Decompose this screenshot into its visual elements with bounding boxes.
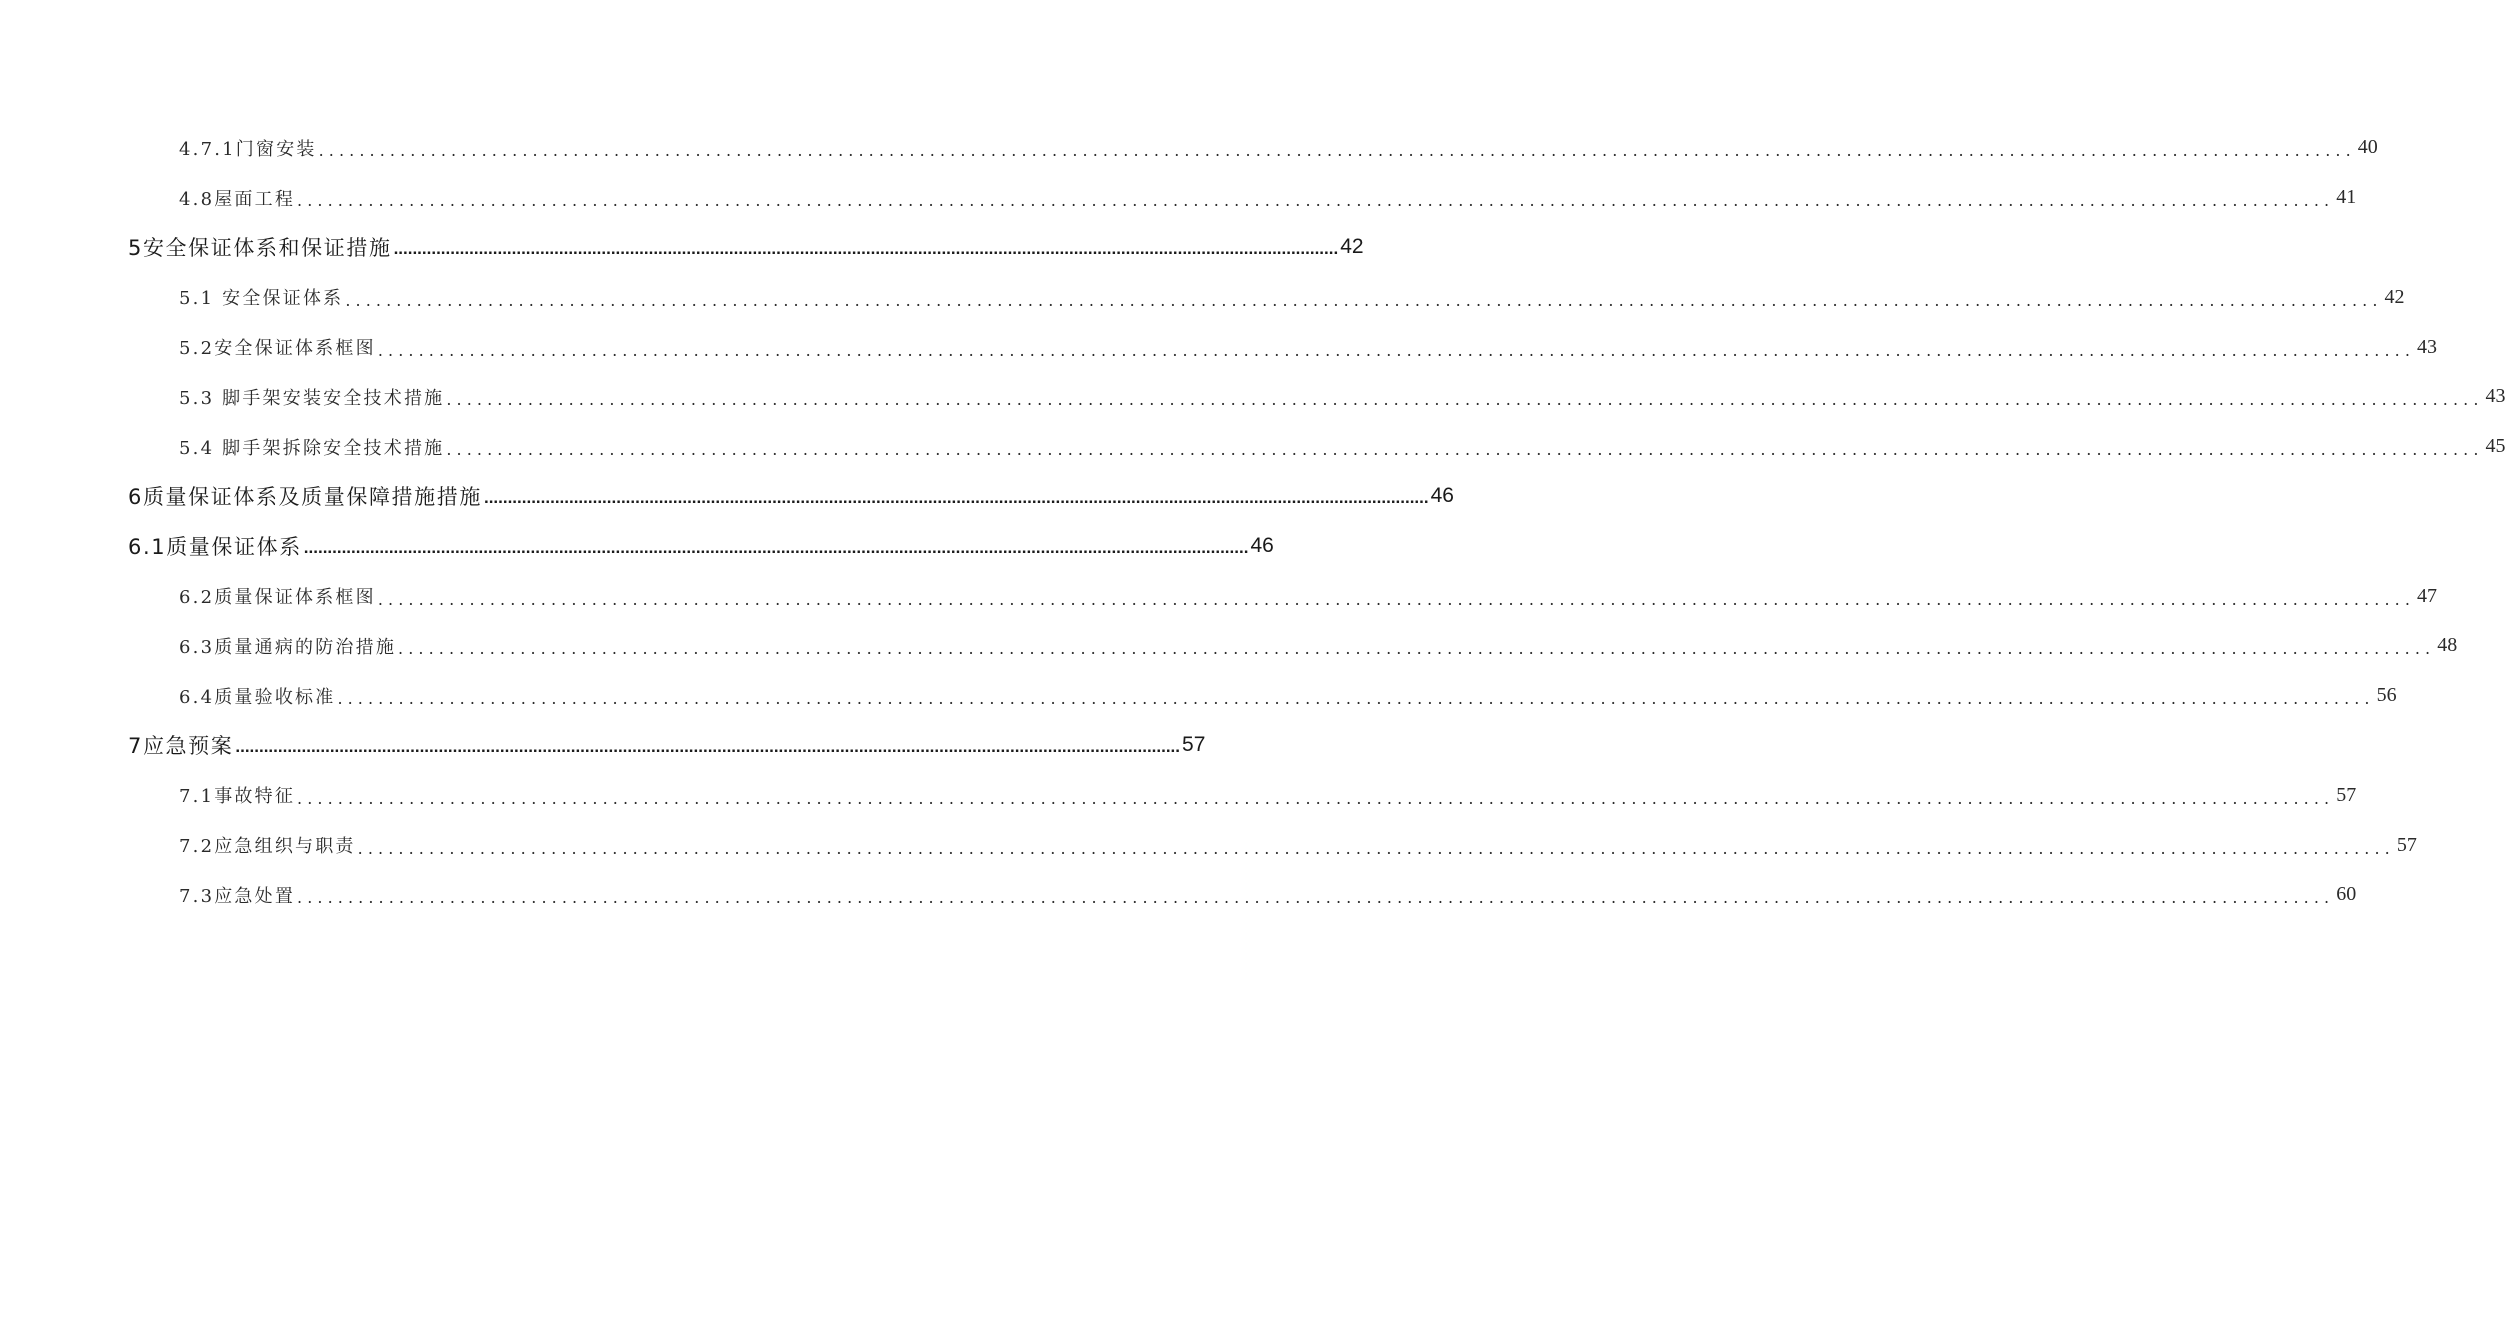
toc-entry-label: 7.3应急处置 — [179, 885, 296, 907]
toc-page-number: 42 — [1340, 235, 1364, 259]
toc-page-number: 47 — [2417, 584, 2438, 607]
toc-entry[interactable] — [0, 571, 2438, 621]
toc-dot-leader: ........................................................................................................................................................................................................ — [297, 788, 2335, 808]
toc-entry-label: 5.4 脚手架拆除安全技术措施 — [179, 437, 445, 459]
toc-entry-label: 4.8屋面工程 — [179, 188, 296, 210]
toc-dot-leader: ........................................................................................................................................................................................................ — [483, 488, 1429, 508]
toc-entry[interactable] — [0, 173, 2357, 223]
toc-entry[interactable] — [0, 422, 2506, 472]
toc-dot-leader: ........................................................................................................................................................................................................ — [345, 290, 2383, 310]
toc-page-number: 46 — [1430, 484, 1454, 508]
toc-dot-leader: ........................................................................................................................................................................................................ — [446, 390, 2484, 410]
toc-page-number: 57 — [2396, 833, 2417, 856]
toc-page-number: 56 — [2376, 684, 2397, 707]
toc-entry[interactable] — [0, 322, 2438, 372]
toc-entry[interactable] — [0, 621, 2458, 671]
toc-dot-leader: ........................................................................................................................................................................................................ — [297, 888, 2335, 908]
toc-dot-leader: ........................................................................................................................................................................................................ — [297, 191, 2335, 211]
toc-dot-leader: ........................................................................................................................................................................................................ — [398, 639, 2436, 659]
toc-entry-label: 4.7.1门窗安装 — [179, 138, 317, 160]
toc-page-number: 57 — [2336, 783, 2357, 806]
toc-entry-label: 5.3 脚手架安装安全技术措施 — [179, 387, 445, 409]
toc-entry[interactable] — [0, 770, 2357, 820]
toc-entry[interactable] — [0, 472, 1454, 522]
toc-dot-leader: ........................................................................................................................................................................................................ — [318, 141, 2356, 161]
toc-page-number: 42 — [2384, 285, 2405, 308]
toc-dot-leader: ........................................................................................................................................................................................................ — [377, 589, 2416, 609]
toc-dot-leader: ........................................................................................................................................................................................................ — [303, 538, 1249, 558]
toc-entry-label: 7应急预案 — [128, 734, 234, 759]
toc-page-number: 57 — [1182, 733, 1206, 757]
toc-entry[interactable] — [0, 820, 2417, 870]
toc-entry-label: 6.1质量保证体系 — [128, 535, 302, 560]
toc-dot-leader: ........................................................................................................................................................................................................ — [393, 239, 1339, 259]
toc-page-number: 48 — [2437, 634, 2458, 657]
toc-entry[interactable] — [0, 372, 2506, 422]
toc-dot-leader: ........................................................................................................................................................................................................ — [446, 440, 2484, 460]
toc-entry-label: 6.3质量通病的防治措施 — [179, 636, 397, 658]
toc-entry[interactable] — [0, 123, 2378, 173]
table-of-contents — [0, 123, 2506, 920]
toc-entry[interactable] — [0, 521, 1274, 571]
toc-entry-label: 7.1事故特征 — [179, 786, 296, 808]
toc-dot-leader: ........................................................................................................................................................................................................ — [235, 737, 1181, 757]
toc-entry-label: 6质量保证体系及质量保障措施措施 — [128, 485, 482, 510]
toc-entry[interactable] — [0, 223, 1364, 273]
toc-page-number: 46 — [1250, 534, 1274, 558]
toc-page-number: 40 — [2357, 136, 2378, 159]
toc-entry-label: 6.2质量保证体系框图 — [179, 587, 376, 609]
toc-entry-label: 7.2应急组织与职责 — [179, 836, 356, 858]
toc-entry-label: 5.1 安全保证体系 — [179, 288, 344, 310]
toc-entry[interactable] — [0, 272, 2405, 322]
toc-entry-label: 6.4质量验收标准 — [179, 686, 336, 708]
toc-page-number: 60 — [2336, 883, 2357, 906]
toc-entry-label: 5.2安全保证体系框图 — [179, 338, 376, 360]
toc-dot-leader: ........................................................................................................................................................................................................ — [377, 340, 2416, 360]
toc-entry[interactable] — [0, 721, 1206, 771]
toc-page-number: 41 — [2336, 186, 2357, 209]
toc-entry[interactable] — [0, 671, 2397, 721]
toc-entry-label: 5安全保证体系和保证措施 — [128, 236, 392, 261]
toc-dot-leader: ........................................................................................................................................................................................................ — [337, 689, 2375, 709]
toc-entry[interactable] — [0, 870, 2357, 920]
toc-dot-leader: ........................................................................................................................................................................................................ — [357, 838, 2395, 858]
toc-page-number: 45 — [2485, 435, 2506, 458]
toc-page-number: 43 — [2417, 335, 2438, 358]
toc-page-number: 43 — [2485, 385, 2506, 408]
